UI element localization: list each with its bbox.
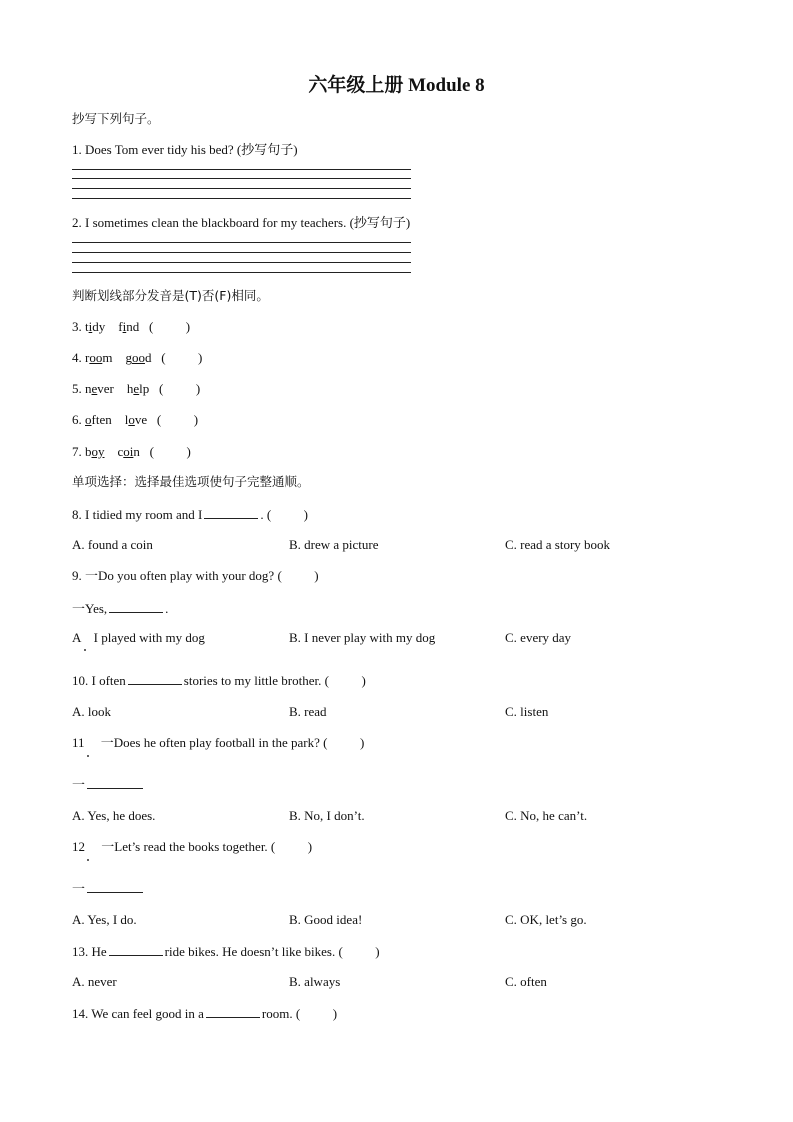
writing-line — [72, 252, 411, 253]
fill-blank[interactable] — [206, 1005, 260, 1018]
option-c[interactable]: C. often — [505, 974, 547, 989]
writing-line — [72, 198, 411, 199]
question-11: 11 一Does he often play football in the park? ( ) — [72, 735, 365, 750]
page-title: 六年级上册 Module 8 — [308, 75, 485, 96]
option-b[interactable]: B. always — [289, 974, 341, 989]
option-c[interactable]: C. listen — [505, 704, 549, 719]
stray-dot — [87, 755, 89, 757]
question-1: 1. Does Tom ever tidy his bed? (抄写句子) — [72, 142, 298, 157]
question-11-answer: 一 — [72, 776, 145, 793]
option-a[interactable]: A. never — [72, 974, 117, 989]
option-b[interactable]: B. No, I don’t. — [289, 808, 365, 823]
phonics-item-3: 3. tidy find ( ) — [72, 319, 191, 334]
option-a[interactable]: A. Yes, he does. — [72, 808, 156, 823]
writing-line — [72, 262, 411, 263]
question-9-answer: 一Yes, . — [72, 601, 169, 616]
option-c[interactable]: C. No, he can’t. — [505, 808, 588, 823]
option-b[interactable]: B. read — [289, 704, 327, 719]
option-c[interactable]: C. OK, let’s go. — [505, 912, 587, 927]
phonics-item-7: 7. boy coin ( ) — [72, 444, 191, 459]
writing-line — [72, 169, 411, 170]
option-b[interactable]: B. I never play with my dog — [289, 630, 436, 645]
fill-blank[interactable] — [87, 776, 143, 789]
option-b[interactable]: B. Good idea! — [289, 912, 363, 927]
fill-blank[interactable] — [204, 506, 258, 519]
writing-line — [72, 242, 411, 243]
stray-dot — [87, 859, 89, 861]
question-2: 2. I sometimes clean the blackboard for my teachers. (抄写句子) — [72, 215, 411, 230]
question-12-answer: 一 — [72, 880, 145, 897]
section2-heading: 判断划线部分发音是(T)否(F)相同。 — [72, 288, 269, 303]
option-c[interactable]: C. read a story book — [505, 537, 611, 552]
answer-blank[interactable]: ( ) — [159, 381, 201, 396]
phonics-item-6: 6. often love ( ) — [72, 412, 199, 427]
question-13: 13. He ride bikes. He doesn’t like bikes. ( ) — [72, 944, 380, 959]
option-a[interactable]: A. found a coin — [72, 537, 153, 552]
option-a[interactable]: A. Yes, I do. — [72, 912, 137, 927]
option-c[interactable]: C. every day — [505, 630, 572, 645]
fill-blank[interactable] — [109, 943, 163, 956]
answer-blank[interactable]: ( ) — [161, 350, 203, 365]
question-8: 8. I tidied my room and I . ( ) — [72, 507, 309, 522]
answer-blank[interactable]: ( ) — [156, 412, 199, 427]
fill-blank[interactable] — [109, 600, 163, 613]
option-a[interactable]: A. look — [72, 704, 111, 719]
writing-line — [72, 188, 411, 189]
question-10: 10. I often stories to my little brother. ( ) — [72, 673, 366, 688]
section3-heading: 单项选择：选择最佳选项使句子完整通顺。 — [72, 474, 310, 489]
phonics-item-4: 4. room good ( ) — [72, 350, 203, 365]
stray-dot — [84, 649, 86, 651]
phonics-item-5: 5. never help ( ) — [72, 381, 201, 396]
question-14: 14. We can feel good in a room. ( ) — [72, 1006, 338, 1021]
option-b[interactable]: B. drew a picture — [289, 537, 379, 552]
fill-blank[interactable] — [87, 880, 143, 893]
question-12: 12 一Let’s read the books together. ( ) — [72, 839, 313, 854]
section1-heading: 抄写下列句子。 — [72, 111, 160, 126]
answer-blank[interactable]: ( ) — [148, 319, 191, 334]
answer-blank[interactable]: ( ) — [149, 444, 191, 459]
writing-line — [72, 272, 411, 273]
question-9: 9. 一Do you often play with your dog? ( ) — [72, 568, 319, 583]
writing-line — [72, 178, 411, 179]
option-a[interactable]: A I played with my dog — [72, 630, 205, 645]
fill-blank[interactable] — [128, 672, 182, 685]
